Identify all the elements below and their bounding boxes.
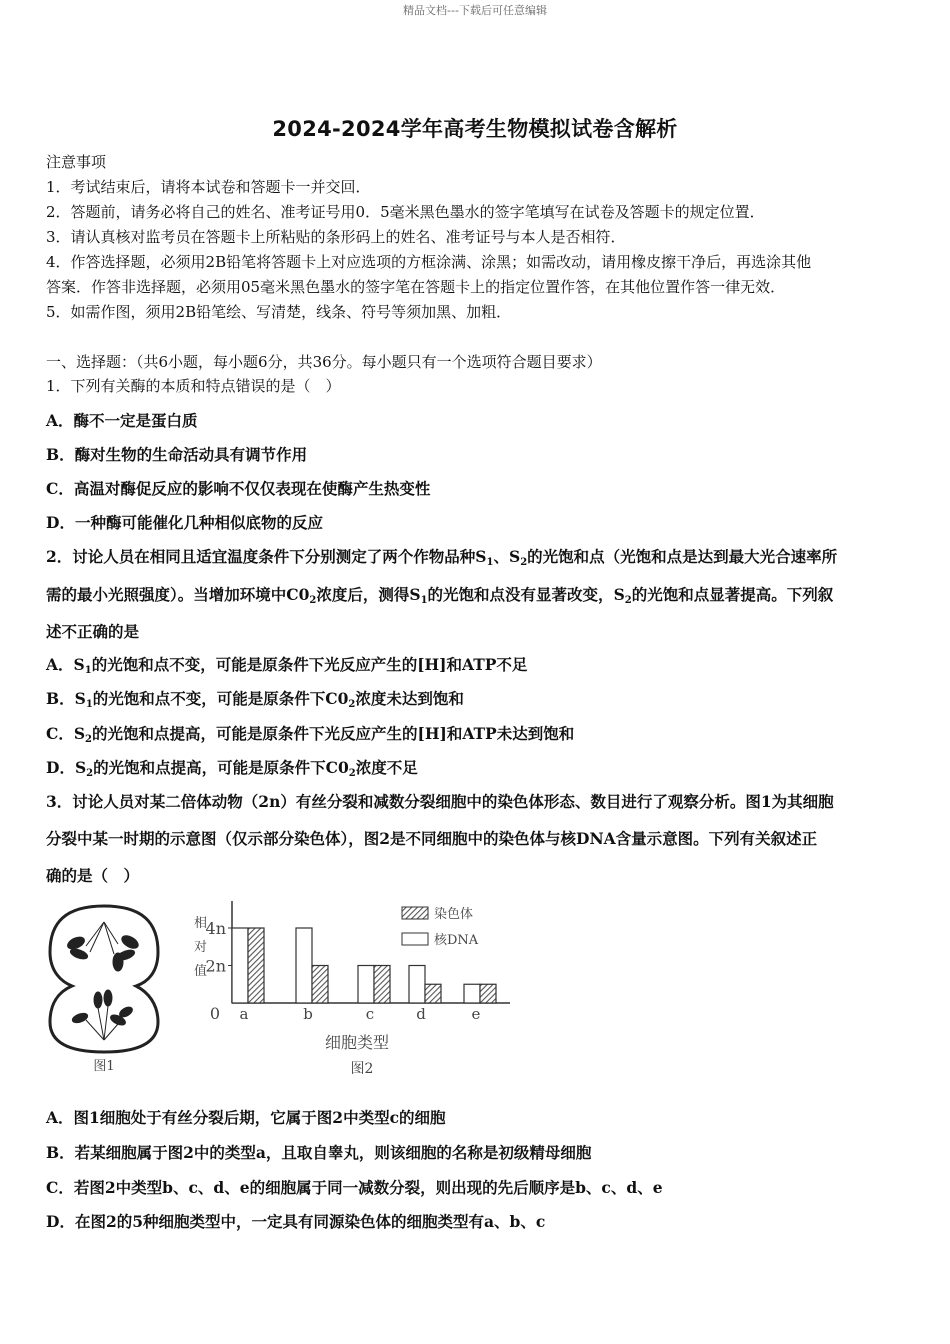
legend-label-dna: 核DNA <box>434 933 479 948</box>
q1-stem: 1．下列有关酶的本质和特点错误的是（ ） <box>46 377 341 395</box>
bar-chromosome-e <box>480 984 496 1003</box>
bar-dna-e <box>464 984 480 1003</box>
q2-option-c: C．$S_2$的光饱和点提高，可能是原条件下光反应产生的[H]和ATP未达到饱和 <box>46 724 575 745</box>
notice-item: 5．如需作图，须用2B铅笔绘、写清楚，线条、符号等须加黑、加粗． <box>46 303 512 321</box>
legend-swatch-dna <box>402 933 428 945</box>
bar-dna-c <box>358 966 374 1004</box>
q2-stem-line1: 2．讨论人员在相同且适宜温度条件下分别测定了两个作物品种$S_1$、$S_2$的光饱和点（光饱和点是达到最大光合速率所 <box>46 547 838 568</box>
figure-2-bar-chart <box>180 895 525 1080</box>
q3-option-a: A．图1细胞处于有丝分裂后期，它属于图2中类型c的细胞 <box>46 1108 446 1127</box>
notice-item: 1．考试结束后，请将本试卷和答题卡一并交回． <box>46 178 371 196</box>
q3-option-d: D．在图2的5种细胞类型中，一定具有同源染色体的细胞类型有a、b、c <box>46 1212 546 1231</box>
notice-item: 4．作答选择题，必须用2B铅笔将答题卡上对应选项的方框涂满、涂黑；如需改动，请用橡皮擦干净后，再选涂其他 <box>46 253 812 271</box>
y-tick-label: 4n <box>205 919 226 938</box>
figure-2-caption: 图2 <box>350 1061 374 1077</box>
y-tick-label: 0 <box>209 1004 220 1023</box>
bar-dna-b <box>296 928 312 1003</box>
y-axis-label-char-2: 对 <box>194 940 208 955</box>
chromosomes-upper <box>66 922 141 971</box>
x-tick-label: e <box>471 1005 481 1023</box>
document-title: 2024-2024学年高考生物模拟试卷含解析 <box>272 117 678 141</box>
q1-option-a: A．酶不一定是蛋白质 <box>46 411 198 430</box>
bar-chromosome-c <box>374 966 390 1004</box>
q2-option-d: D．$S_2$的光饱和点提高，可能是原条件下$C0_2$浓度不足 <box>46 758 418 779</box>
x-tick-label: c <box>365 1005 375 1023</box>
q3-stem-line1: 3．讨论人员对某二倍体动物（2n）有丝分裂和减数分裂细胞中的染色体形态、数目进行了观察分析。图1为其细胞 <box>46 792 834 811</box>
y-tick-label: 2n <box>205 956 226 976</box>
notice-heading: 注意事项 <box>46 153 107 171</box>
chromosomes-lower <box>71 990 134 1040</box>
y-axis-label-char-3: 值 <box>194 964 208 979</box>
q1-option-d: D．一种酶可能催化几种相似底物的反应 <box>46 513 323 532</box>
figure-1-cell-diagram <box>46 900 164 1075</box>
y-axis-label-char-1: 相 <box>194 916 208 931</box>
notice-item: 3．请认真核对监考员在答题卡上所粘贴的条形码上的姓名、准考证号与本人是否相符． <box>46 228 626 246</box>
cell-membrane <box>50 906 158 1052</box>
q1-option-c: C．高温对酶促反应的影响不仅仅表现在使酶产生热变性 <box>46 479 431 498</box>
legend-label-chromosome: 染色体 <box>434 907 474 922</box>
q3-option-c: C．若图2中类型b、c、d、e的细胞属于同一减数分裂，则出现的先后顺序是b、c、d、e <box>46 1178 663 1197</box>
chart-legend <box>402 906 479 948</box>
q1-option-b: B．酶对生物的生命活动具有调节作用 <box>46 445 308 464</box>
q3-stem-line2: 分裂中某一时期的示意图（仅示部分染色体），图2是不同细胞中的染色体与核DNA含量示意图。下列有关叙述正 <box>46 829 818 848</box>
notice-item: 答案．作答非选择题，必须用05毫米黑色墨水的签字笔在答题卡上的指定位置作答，在其他位置作答一律无效． <box>46 278 786 296</box>
q2-stem-line2: 需的最小光照强度）。当增加环境中$C0_2$浓度后，测得$S_1$的光饱和点没有显著改变，$S_2$的光饱和点显著提高。下列叙 <box>46 585 834 606</box>
q3-option-b: B．若某细胞属于图2中的类型a，且取自睾丸，则该细胞的名称是初级精母细胞 <box>46 1143 592 1162</box>
section-heading: 一、选择题：（共6小题，每小题6分，共36分。每小题只有一个选项符合题目要求） <box>46 353 602 371</box>
page-header: 精品文档---下载后可任意编辑 <box>403 4 547 17</box>
x-axis-label: 细胞类型 <box>324 1033 390 1052</box>
x-tick-label: b <box>303 1005 313 1023</box>
q2-stem-line3: 述不正确的是 <box>46 622 140 641</box>
bar-dna-a <box>232 928 248 1003</box>
figure-1-caption: 图1 <box>93 1059 115 1074</box>
bar-chromosome-b <box>312 966 328 1004</box>
q3-stem-line3: 确的是（ ） <box>46 866 140 885</box>
bar-chromosome-a <box>248 928 264 1003</box>
bar-dna-d <box>409 966 425 1004</box>
q2-option-b: B．$S_1$的光饱和点不变，可能是原条件下$C0_2$浓度未达到饱和 <box>46 689 464 710</box>
legend-swatch-chromosome <box>402 907 428 919</box>
x-tick-label: a <box>239 1005 249 1023</box>
bar-chromosome-d <box>425 984 441 1003</box>
notice-item: 2．答题前，请务必将自己的姓名、准考证号用0．5毫米黑色墨水的签字笔填写在试卷及答题卡的规定位置． <box>46 203 765 221</box>
x-tick-label: d <box>416 1005 426 1023</box>
q2-option-a: A．$S_1$的光饱和点不变，可能是原条件下光反应产生的[H]和ATP不足 <box>46 655 528 676</box>
